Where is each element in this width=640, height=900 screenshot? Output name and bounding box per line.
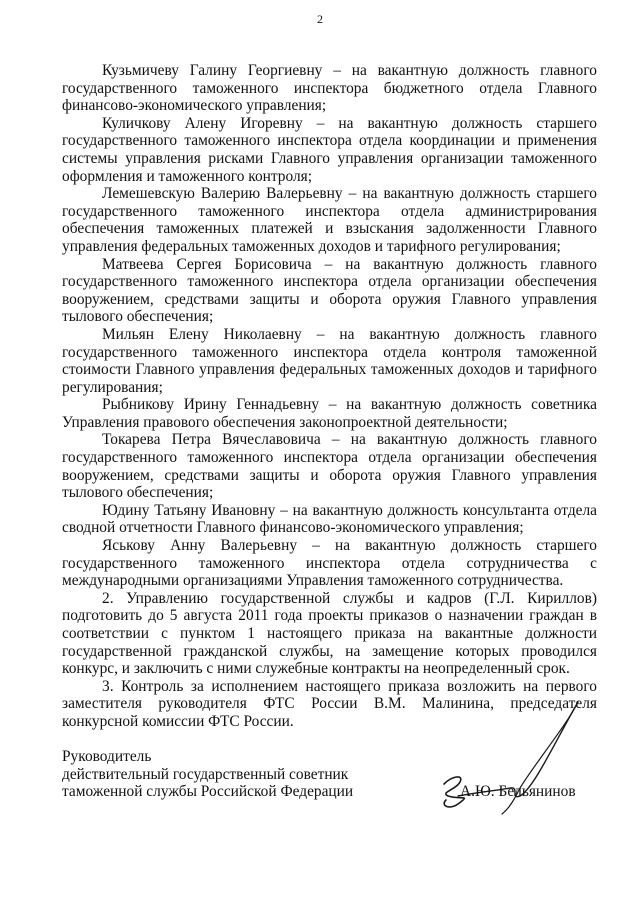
order-item-2: 2. Управлению государственной службы и кадров (Г.Л. Кириллов) подготовить до 5 августа 2011 года проекты приказов о назначении граждан в соответствии с пунктом 1 настоящего приказа на вакантные должности государственной гражданской службы, на замещение которых проводился конкурс, и заключить с ними служебные контракты на неопределенный срок.	[62, 589, 597, 678]
signer-title-line-2: действительный государственный советник	[62, 765, 349, 783]
appointment-paragraph: Юдину Татьяну Ивановну – на вакантную должность консультанта отдела сводной отчетности Главного финансово-экономического управления;	[62, 501, 597, 537]
appointment-paragraph: Матвеева Сергея Борисовича – на вакантную должность главного государственного таможенного инспектора отдела организации обеспечения вооружением, средствами защиты и оборота оружия Главного управления тылового обеспечения;	[62, 255, 597, 326]
page-number: 2	[317, 12, 323, 26]
document-body	[62, 62, 597, 731]
signer-title-line-3: таможенной службы Российской Федерации	[62, 783, 354, 801]
appointment-paragraph: Лемешевскую Валерию Валерьевну – на вакантную должность старшего государственного таможенного инспектора отдела администрирования обеспечения таможенных платежей и взыскания задолженности Главного управления федеральных таможенных доходов и тарифного регулирования;	[62, 185, 597, 255]
appointment-paragraph: Рыбникову Ирину Геннадьевну – на вакантную должность советника Управления правового обеспечения законопроектной деятельности;	[62, 396, 597, 431]
order-item-3: 3. Контроль за исполнением настоящего приказа возложить на первого заместителя руководителя ФТС России В.М. Малинина, председателя конкурсной комиссии ФТС России.	[62, 677, 597, 730]
signature-block	[62, 748, 597, 828]
appointment-paragraph: Куличкову Алену Игоревну – на вакантную должность старшего государственного таможенного инспектора отдела координации и применения системы управления рисками Главного управления организации таможенного оформления и таможенного контроля;	[62, 114, 597, 185]
appointment-paragraph: Кузьмичеву Галину Георгиевну – на вакантную должность главного государственного таможенного инспектора бюджетного отдела Главного финансово-экономического управления;	[62, 62, 597, 115]
signer-name: А.Ю. Бельянинов	[460, 783, 576, 800]
appointment-paragraph: Мильян Елену Николаевну – на вакантную должность главного государственного таможенного инспектора отдела контроля таможенной стоимости Главного управления федеральных таможенных доходов и тарифного регулирования;	[62, 325, 597, 396]
appointment-paragraph: Яськову Анну Валерьевну – на вакантную должность старшего государственного таможенного инспектора отдела сотрудничества с международными организациями Управления таможенного сотрудничества.	[62, 537, 597, 590]
appointment-paragraph: Токарева Петра Вячеславовича – на вакантную должность главного государственного таможенного инспектора отдела организации обеспечения вооружением, средствами защиты и оборота оружия Главного управления тылового обеспечения;	[62, 431, 597, 502]
signer-title-line-1: Руководитель	[62, 748, 152, 765]
